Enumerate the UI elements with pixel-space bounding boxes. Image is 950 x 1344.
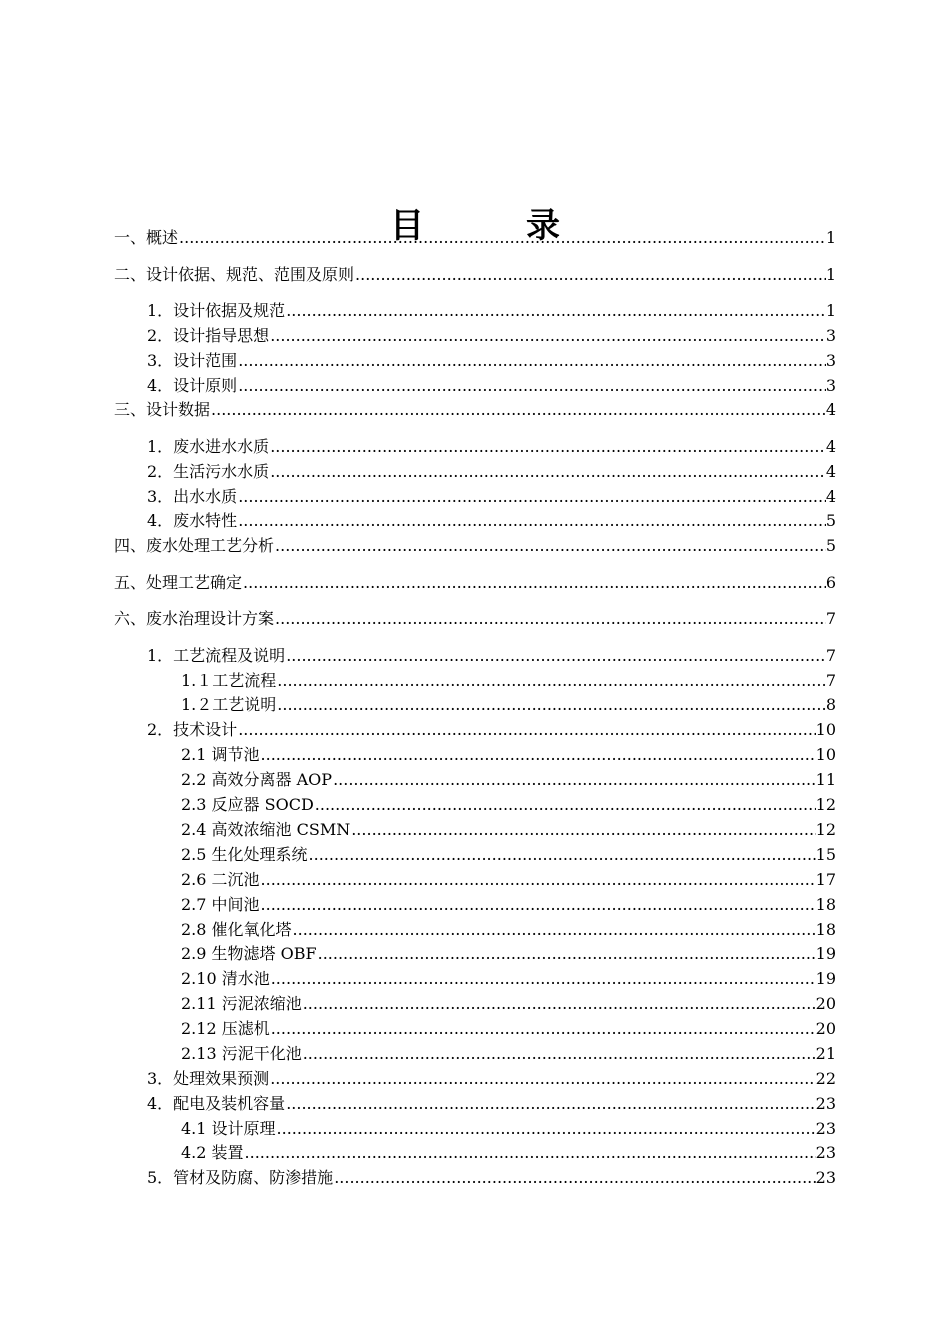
toc-page-number: 4 bbox=[825, 487, 836, 506]
toc-page-number: 5 bbox=[825, 511, 836, 530]
toc-entry-title: 4．配电及装机容量 bbox=[147, 1094, 286, 1113]
toc-entry[interactable] bbox=[181, 769, 836, 791]
toc-entry[interactable] bbox=[114, 572, 836, 594]
toc-entry[interactable] bbox=[181, 894, 836, 916]
toc-dot-leader bbox=[261, 744, 816, 766]
toc-page-number: 12 bbox=[815, 795, 836, 814]
toc-dot-leader bbox=[179, 227, 826, 249]
toc-entry-title: 2.2 高效分离器 AOP bbox=[181, 770, 333, 789]
toc-dot-leader bbox=[334, 1167, 815, 1189]
toc-entry-title: 4.2 装置 bbox=[181, 1143, 244, 1162]
toc-page-number: 15 bbox=[815, 845, 836, 864]
toc-entry[interactable] bbox=[147, 510, 836, 532]
toc-page-number: 3 bbox=[825, 351, 836, 370]
toc-entry[interactable] bbox=[181, 869, 836, 891]
toc-page-number: 3 bbox=[825, 326, 836, 345]
page-title: 目 录 bbox=[390, 205, 594, 246]
toc-dot-leader bbox=[286, 1093, 815, 1115]
toc-entry-title: 一、概述 bbox=[114, 228, 179, 247]
toc-entry[interactable] bbox=[181, 670, 836, 692]
toc-entry[interactable] bbox=[147, 436, 836, 458]
toc-entry[interactable] bbox=[181, 1043, 836, 1065]
toc-dot-leader bbox=[303, 1043, 816, 1065]
toc-dot-leader bbox=[355, 264, 826, 286]
toc-dot-leader bbox=[211, 399, 826, 421]
toc-entry[interactable] bbox=[147, 486, 836, 508]
toc-entry[interactable] bbox=[181, 1018, 836, 1040]
toc-entry-title: 五、处理工艺确定 bbox=[114, 573, 243, 592]
toc-entry-title: 4．设计原则 bbox=[147, 376, 238, 395]
toc-entry-title: 二、设计依据、规范、范围及原则 bbox=[114, 265, 355, 284]
toc-entry[interactable] bbox=[181, 794, 836, 816]
toc-entry[interactable] bbox=[147, 1093, 836, 1115]
toc-dot-leader bbox=[351, 819, 815, 841]
toc-page-number: 18 bbox=[815, 895, 836, 914]
toc-dot-leader bbox=[270, 1068, 815, 1090]
toc-page-number: 1 bbox=[825, 228, 836, 247]
toc-page-number: 11 bbox=[815, 770, 836, 789]
toc-page-number: 22 bbox=[815, 1069, 836, 1088]
toc-dot-leader bbox=[238, 350, 826, 372]
toc-entry-title: 2.8 催化氧化塔 bbox=[181, 920, 292, 939]
toc-entry-title: 3．处理效果预测 bbox=[147, 1069, 270, 1088]
toc-dot-leader bbox=[275, 608, 826, 630]
toc-page-number: 23 bbox=[815, 1143, 836, 1162]
toc-dot-leader bbox=[270, 436, 826, 458]
toc-entry[interactable] bbox=[181, 744, 836, 766]
toc-page-number: 18 bbox=[815, 920, 836, 939]
toc-entry-title: 2.13 污泥干化池 bbox=[181, 1044, 302, 1063]
toc-dot-leader bbox=[286, 300, 826, 322]
toc-dot-leader bbox=[271, 1018, 816, 1040]
toc-entry[interactable] bbox=[181, 943, 836, 965]
toc-page-number: 5 bbox=[825, 536, 836, 555]
toc-page-number: 23 bbox=[815, 1168, 836, 1187]
toc-entry-title: 2.5 生化处理系统 bbox=[181, 845, 308, 864]
toc-entry[interactable] bbox=[181, 919, 836, 941]
toc-page-number: 19 bbox=[815, 969, 836, 988]
toc-page-number: 1 bbox=[825, 301, 836, 320]
toc-dot-leader bbox=[309, 844, 816, 866]
toc-entry[interactable] bbox=[114, 399, 836, 421]
toc-dot-leader bbox=[238, 486, 826, 508]
toc-page-number: 6 bbox=[825, 573, 836, 592]
toc-entry[interactable] bbox=[147, 300, 836, 322]
toc-dot-leader bbox=[270, 325, 826, 347]
toc-entry[interactable] bbox=[147, 1068, 836, 1090]
toc-page-number: 23 bbox=[815, 1094, 836, 1113]
toc-dot-leader bbox=[261, 869, 816, 891]
toc-entry-title: 2.12 压滤机 bbox=[181, 1019, 270, 1038]
toc-dot-leader bbox=[318, 943, 816, 965]
toc-entry-title: 4．废水特性 bbox=[147, 511, 238, 530]
toc-page-number: 7 bbox=[825, 671, 836, 690]
toc-entry[interactable] bbox=[147, 461, 836, 483]
toc-entry[interactable] bbox=[181, 968, 836, 990]
toc-dot-leader bbox=[303, 993, 816, 1015]
toc-dot-leader bbox=[333, 769, 816, 791]
toc-entry-title: 2.1 调节池 bbox=[181, 745, 260, 764]
toc-entry-title: 1.２工艺说明 bbox=[181, 695, 277, 714]
toc-entry-title: 3．设计范围 bbox=[147, 351, 238, 370]
toc-page-number: 4 bbox=[825, 462, 836, 481]
toc-entry-title: 2.6 二沉池 bbox=[181, 870, 260, 889]
toc-entry[interactable] bbox=[181, 844, 836, 866]
toc-entry-title: 2.11 污泥浓缩池 bbox=[181, 994, 302, 1013]
toc-dot-leader bbox=[243, 572, 826, 594]
toc-entry-title: 2.4 高效浓缩池 CSMN bbox=[181, 820, 351, 839]
toc-entry[interactable] bbox=[147, 645, 836, 667]
toc-entry-title: 2．设计指导思想 bbox=[147, 326, 270, 345]
toc-page-number: 8 bbox=[825, 695, 836, 714]
toc-entry-title: 2.9 生物滤塔 OBF bbox=[181, 944, 317, 963]
toc-entry[interactable] bbox=[147, 719, 836, 741]
toc-entry[interactable] bbox=[147, 375, 836, 397]
toc-entry-title: 2．生活污水水质 bbox=[147, 462, 270, 481]
toc-page-number: 20 bbox=[815, 1019, 836, 1038]
toc-entry[interactable] bbox=[147, 325, 836, 347]
toc-dot-leader bbox=[277, 670, 826, 692]
toc-dot-leader bbox=[270, 461, 826, 483]
toc-dot-leader bbox=[315, 794, 816, 816]
toc-entry[interactable] bbox=[181, 993, 836, 1015]
toc-entry-title: 2.7 中间池 bbox=[181, 895, 260, 914]
toc-entry[interactable] bbox=[181, 694, 836, 716]
toc-dot-leader bbox=[238, 375, 826, 397]
toc-page-number: 4 bbox=[825, 400, 836, 419]
toc-page-number: 7 bbox=[825, 609, 836, 628]
toc-entry[interactable] bbox=[147, 350, 836, 372]
toc-entry[interactable] bbox=[181, 1118, 836, 1140]
toc-page-number: 7 bbox=[825, 646, 836, 665]
toc-page-number: 23 bbox=[815, 1119, 836, 1138]
toc-entry-title: 四、废水处理工艺分析 bbox=[114, 536, 275, 555]
toc-entry-title: 三、设计数据 bbox=[114, 400, 211, 419]
toc-page-number: 21 bbox=[815, 1044, 836, 1063]
toc-page-number: 4 bbox=[825, 437, 836, 456]
toc-entry-title: 2.10 清水池 bbox=[181, 969, 270, 988]
toc-page-number: 19 bbox=[815, 944, 836, 963]
toc-dot-leader bbox=[245, 1142, 816, 1164]
toc-entry[interactable] bbox=[147, 1167, 836, 1189]
toc-dot-leader bbox=[293, 919, 816, 941]
toc-entry[interactable] bbox=[114, 264, 836, 286]
toc-entry-title: 六、废水治理设计方案 bbox=[114, 609, 275, 628]
toc-page-number: 17 bbox=[815, 870, 836, 889]
toc-page-number: 3 bbox=[825, 376, 836, 395]
toc-entry-title: 1．设计依据及规范 bbox=[147, 301, 286, 320]
toc-dot-leader bbox=[277, 1118, 816, 1140]
toc-entry-title: 1.１工艺流程 bbox=[181, 671, 277, 690]
toc-entry-title: 5．管材及防腐、防渗措施 bbox=[147, 1168, 334, 1187]
toc-dot-leader bbox=[238, 719, 815, 741]
toc-entry-title: 2.3 反应器 SOCD bbox=[181, 795, 314, 814]
toc-page-number: 10 bbox=[815, 720, 836, 739]
toc-entry[interactable] bbox=[181, 1142, 836, 1164]
toc-entry-title: 1．废水进水水质 bbox=[147, 437, 270, 456]
toc-entry-title: 4.1 设计原理 bbox=[181, 1119, 276, 1138]
toc-page-number: 1 bbox=[825, 265, 836, 284]
toc-entry[interactable] bbox=[114, 535, 836, 557]
toc-page-number: 10 bbox=[815, 745, 836, 764]
toc-entry-title: 3．出水水质 bbox=[147, 487, 238, 506]
toc-dot-leader bbox=[238, 510, 826, 532]
toc-dot-leader bbox=[286, 645, 826, 667]
toc-dot-leader bbox=[277, 694, 826, 716]
toc-page-number: 20 bbox=[815, 994, 836, 1013]
toc-entry[interactable] bbox=[114, 608, 836, 630]
toc-dot-leader bbox=[271, 968, 816, 990]
toc-page-number: 12 bbox=[815, 820, 836, 839]
toc-entry-title: 1．工艺流程及说明 bbox=[147, 646, 286, 665]
toc-dot-leader bbox=[261, 894, 816, 916]
toc-dot-leader bbox=[275, 535, 826, 557]
toc-entry[interactable] bbox=[114, 227, 836, 249]
toc-entry[interactable] bbox=[181, 819, 836, 841]
toc-entry-title: 2．技术设计 bbox=[147, 720, 238, 739]
